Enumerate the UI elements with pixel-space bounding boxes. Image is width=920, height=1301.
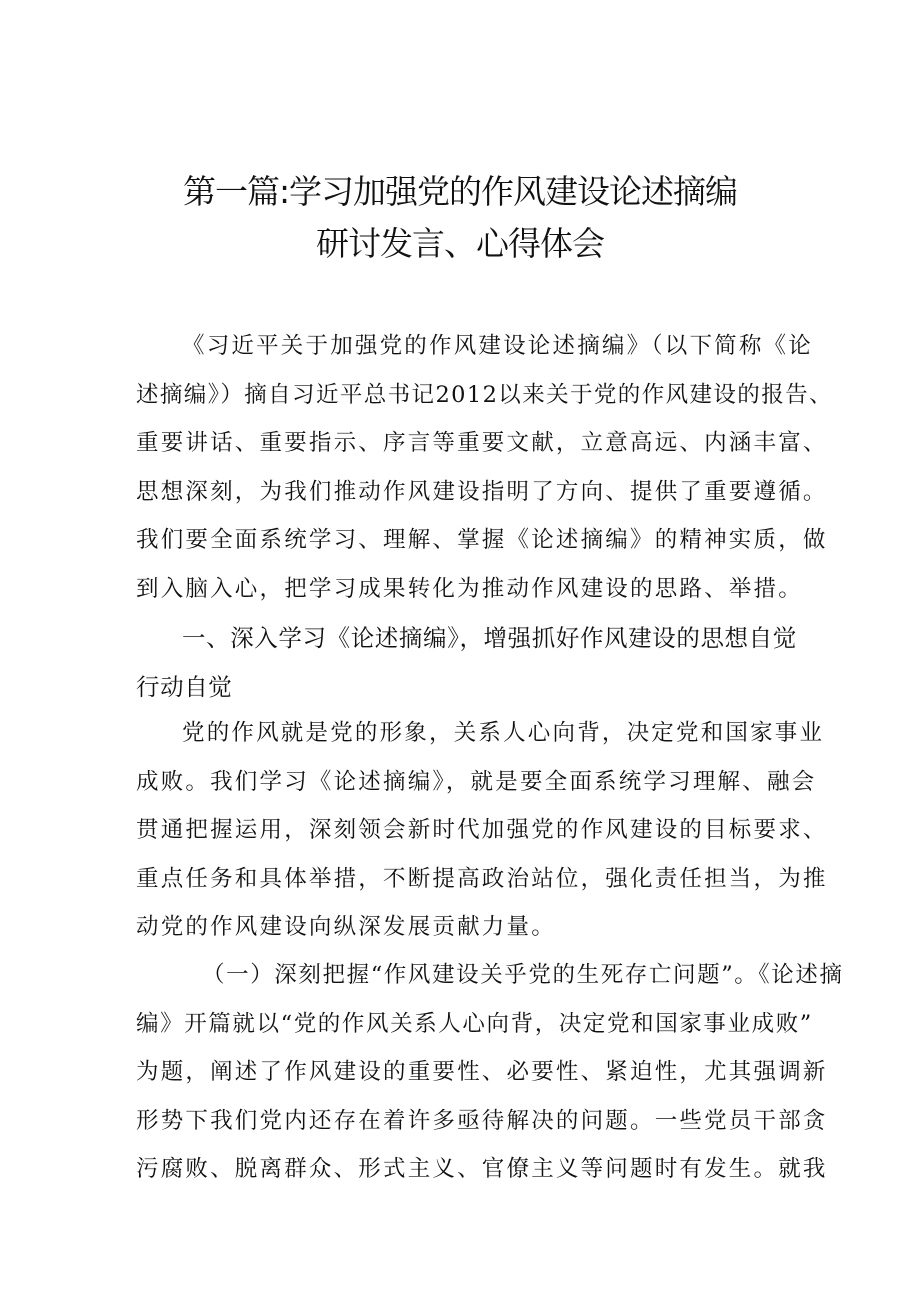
paragraph-line: 形势下我们党内还存在着许多亟待解决的问题。一些党员干部贪 [136,1107,828,1134]
document-title [0,166,920,270]
paragraph-line: 到入脑入心，把学习成果转化为推动作风建设的思路、举措。 [136,575,803,602]
paragraph-line: 《习近平关于加强党的作风建设论述摘编》（以下简称《论 [182,333,813,359]
heading-line: 行动自觉 [136,672,233,701]
paragraph-line: 为题，阐述了作风建设的重要性、必要性、紧迫性，尤其强调新 [136,1059,828,1085]
paragraph-line: （一）深刻把握“作风建设关乎党的生死存亡问题”。《论述摘 [202,962,844,988]
paragraph-line: 编》开篇就以“党的作风关系人心向背，决定党和国家事业成败” [136,1010,813,1037]
title-line-2: 研讨发言、心得体会 [316,224,604,263]
section-heading-1 [136,614,796,711]
paragraph-line: 污腐败、脱离群众、形式主义、官僚主义等问题时有发生。就我 [136,1156,828,1182]
paragraph-line: 重要讲话、重要指示、序言等重要文献，立意高远、内涵丰富、 [136,430,828,456]
paragraph-line: 贯通把握运用，深刻领会新时代加强党的作风建设的目标要求、 [136,817,828,843]
paragraph-line: 我们要全面系统学习、理解、掌握《论述摘编》的精神实质，做 [136,527,828,553]
paragraph-line: 重点任务和具体举措，不断提高政治站位，强化责任担当，为推 [136,865,828,892]
paragraph-line: 动党的作风建设向纵深发展贡献力量。 [136,914,556,940]
title-line-1: 第一篇:学习加强党的作风建设论述摘编 [182,172,738,211]
subsection-paragraph [136,951,844,1194]
paragraph-line: 述摘编》）摘自习近平总书记2012以来关于党的作风建设的报告、 [136,381,833,408]
paragraph-line: 成败。我们学习《论述摘编》，就是要全面系统学习理解、融会 [136,768,817,795]
paragraph-line: 思想深刻，为我们推动作风建设指明了方向、提供了重要遵循。 [136,478,828,505]
section-paragraph [136,709,828,952]
paragraph-line: 党的作风就是党的形象，关系人心向背，决定党和国家事业 [182,720,825,746]
heading-line: 一、深入学习《论述摘编》，增强抓好作风建设的思想自觉 [182,624,797,652]
intro-paragraph [136,322,833,613]
